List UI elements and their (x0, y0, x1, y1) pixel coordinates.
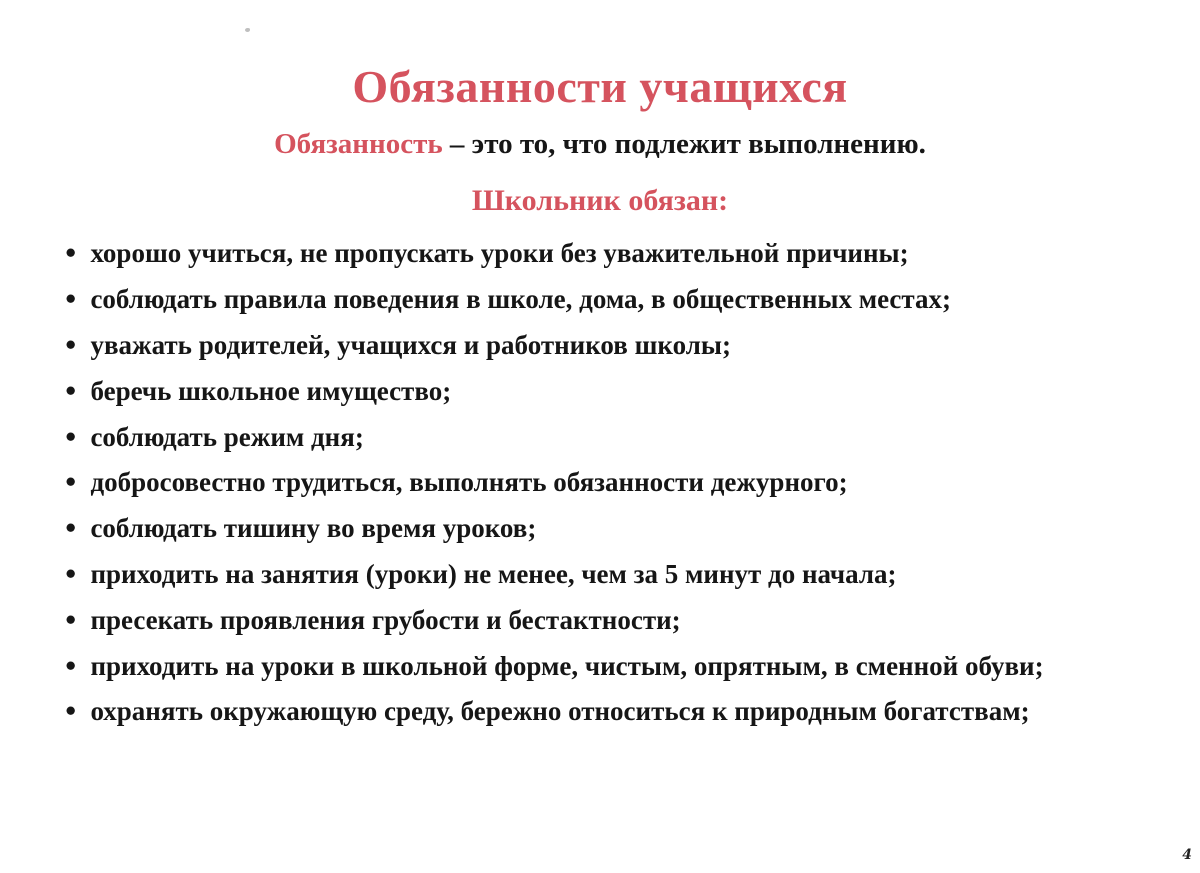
duty-item (66, 419, 1150, 457)
duty-text: хорошо учиться, не пропускать уроки без уважительной причины; (90, 238, 909, 269)
duty-text: приходить на занятия (уроки) не менее, чем за 5 минут до начала; (90, 558, 897, 589)
bullet-icon: • (65, 373, 77, 408)
duty-item (66, 327, 1150, 365)
duty-item (66, 602, 1150, 640)
duty-item (66, 648, 1150, 686)
section-heading: Школьник обязан: (471, 184, 729, 218)
duty-text: соблюдать режим дня; (90, 421, 364, 452)
bullet-icon: • (65, 648, 77, 683)
bullet-icon: • (65, 510, 77, 546)
duty-text: пресекать проявления грубости и бестактности; (90, 604, 681, 635)
definition-term: Обязанность (274, 127, 443, 160)
bullet-icon: • (65, 236, 77, 271)
bullet-icon: • (65, 464, 77, 500)
duty-text: соблюдать тишину во время уроков; (90, 513, 537, 544)
duties-list (66, 235, 1150, 731)
duty-item (66, 693, 1150, 731)
definition-rest: – это то, что подлежит выполнению. (442, 127, 926, 160)
page-number: 4 (1182, 847, 1192, 863)
bullet-icon: • (65, 419, 77, 454)
definition-line (0, 127, 1200, 162)
bullet-icon: • (65, 556, 77, 592)
dust-speck-icon (245, 28, 250, 32)
duty-item (66, 556, 1150, 594)
duty-item (66, 235, 1150, 273)
bullet-icon: • (65, 281, 77, 317)
bullet-icon: • (65, 327, 77, 363)
duty-text: соблюдать правила поведения в школе, дома, в общественных местах; (90, 284, 951, 315)
duty-text: добросовестно трудиться, выполнять обязанности дежурного; (90, 467, 848, 498)
duty-text: уважать родителей, учащихся и работников школы; (90, 329, 731, 360)
page-title: Обязанности учащихся (352, 61, 848, 112)
duty-text: охранять окружающую среду, бережно относиться к природным богатствам; (90, 696, 1030, 727)
bullet-icon: • (65, 602, 77, 637)
duty-text: беречь школьное имущество; (90, 375, 452, 406)
duty-item (66, 281, 1150, 319)
duty-item (66, 510, 1150, 548)
duty-item (66, 464, 1150, 502)
bullet-icon: • (65, 693, 77, 729)
duty-text: приходить на уроки в школьной форме, чистым, опрятным, в сменной обуви; (90, 650, 1044, 681)
duty-item (66, 373, 1150, 411)
